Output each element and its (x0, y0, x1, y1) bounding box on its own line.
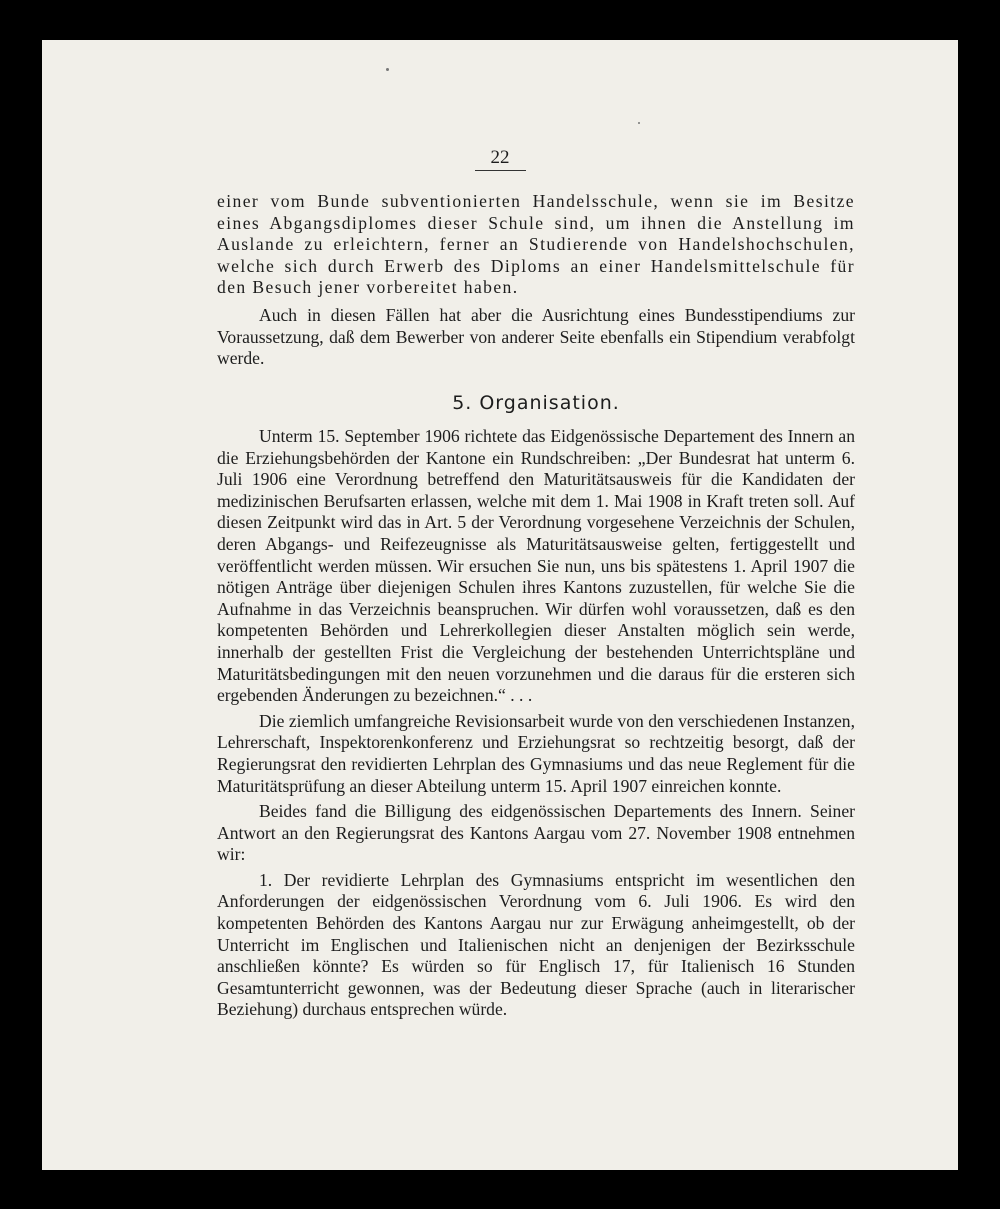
paragraph-point-1: 1. Der revidierte Lehrplan des Gymnasiums entspricht im wesentlichen den Anforderungen der eidgenössischen Verordnung vom 6. Juli 1906. Es wird den kompetenten Behörden des Kantons Aargau nur zur Erwägung anheimgestellt, ob der Unterricht im Englischen und Italienischen nicht an denjenigen der Bezirksschule anschließen könnte? Es würden so für Englisch 17, für Italienisch 16 Stunden Gesamtunterricht gewonnen, was der Bedeutung dieser Sprache (auch in literarischer Beziehung) durchaus entsprechen würde. (217, 869, 855, 1020)
section-body (217, 426, 855, 1021)
paper-speck (386, 68, 389, 71)
section-heading: 5. Organisation. (452, 392, 620, 414)
paragraph-approval: Beides fand die Billigung des eidgenössischen Departements des Innern. Seiner Antwort an den Regierungsrat des Kantons Aargau vom 27. November 1908 entnehmen wir: (217, 801, 855, 865)
paper-speck (638, 122, 640, 124)
spaced-paragraph: einer vom Bunde subventionierten Handelsschule, wenn sie im Besitze eines Abgangsdiplomes dieser Schule sind, um ihnen die Anstellung im Auslande zu erleichtern, ferner an Studierende von Handelshochschulen, welche sich durch Erwerb des Diploms an einer Handelsmittelschule für den Besuch jener vorbereitet haben. (217, 191, 855, 298)
page-number: 22 (42, 147, 958, 171)
top-text-block (217, 191, 855, 370)
paragraph-circular: Unterm 15. September 1906 richtete das Eidgenössische Departement des Innern an die Erziehungsbehörden der Kantone ein Rundschreiben: „Der Bundesrat hat unterm 6. Juli 1906 eine Verordnung betreffend den Maturitätsausweis für die Kandidaten der medizinischen Berufsarten erlassen, welche mit dem 1. Mai 1908 in Kraft treten soll. Auf diesen Zeitpunkt wird das in Art. 5 der Verordnung vorgesehene Verzeichnis der Schulen, deren Abgangs- und Reifezeugnisse als Maturitätsausweise gelten, fertiggestellt und veröffentlicht werden müssen. Wir ersuchen Sie nun, uns bis spätestens 1. April 1907 die nötigen Anträge über diejenigen Schulen ihres Kantons zuzustellen, für welche Sie die Aufnahme in das Verzeichnis beanspruchen. Wir dürfen wohl voraussetzen, daß es den kompetenten Behörden und Lehrerkollegien dieser Anstalten möglich sein werde, innerhalb der gestellten Frist die Vergleichung der bestehenden Unterrichtspläne und Maturitätsbedingungen mit den neuen vorzunehmen und die daraus für die ersteren sich ergebenden Änderungen zu bezeichnen.“ . . . (217, 426, 855, 706)
paragraph-stipend-condition: Auch in diesen Fällen hat aber die Ausrichtung eines Bundesstipendiums zur Voraussetzung, daß dem Bewerber von anderer Seite ebenfalls ein Stipendium verabfolgt werde. (217, 304, 855, 369)
paragraph-revision: Die ziemlich umfangreiche Revisionsarbeit wurde von den verschiedenen Instanzen, Lehrerschaft, Inspektorenkonferenz und Erziehungsrat so rechtzeitig besorgt, daß der Regierungsrat den revidierten Lehrplan des Gymnasiums und das neue Reglement für die Maturitätsprüfung an dieser Abteilung unterm 15. April 1907 einreichen konnte. (217, 710, 855, 796)
document-page (42, 40, 958, 1170)
